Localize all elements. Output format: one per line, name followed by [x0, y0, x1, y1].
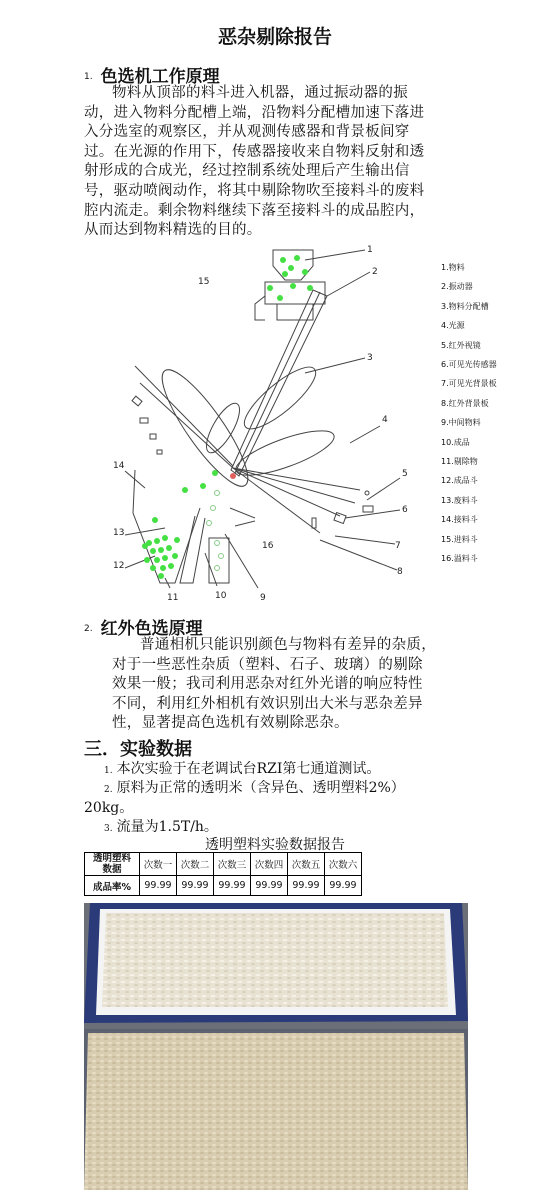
para-line: 不同，利用红外相机有效识别出大米与恶杂差异: [112, 695, 423, 712]
legend-item: 6.可见光传感器: [441, 360, 497, 370]
exp-text: 20kg。: [84, 800, 134, 816]
para-line: 普通相机只能识别颜色与物料有差异的杂质，: [140, 637, 436, 653]
diagram-label-7: 7: [395, 541, 401, 551]
table-cell: 99.99: [214, 876, 251, 896]
legend-item: 15.进料斗: [441, 534, 478, 544]
column-header: 次数二: [177, 853, 214, 876]
legend-item: 16.溢料斗: [441, 554, 478, 564]
legend-item: 8.红外背景板: [441, 398, 489, 408]
diagram-label-15: 15: [198, 277, 210, 287]
exp-text: 本次实验于在老调试台RZI第七通道测试。: [116, 761, 381, 777]
column-header: 次数一: [140, 853, 177, 876]
diagram-label-2: 2: [372, 267, 378, 277]
section3-heading: 三．实验数据: [84, 739, 192, 760]
exp-text: 原料为正常的透明米（含异色、透明塑料2%）: [116, 780, 405, 796]
rice-sample-photo: [84, 903, 468, 1190]
legend-item: 13.废料斗: [441, 495, 478, 505]
section2-number: 2.: [84, 624, 93, 634]
column-header: 次数四: [251, 853, 288, 876]
diagram-label-11: 11: [167, 593, 179, 603]
diagram-label-6: 6: [402, 505, 408, 515]
section1-paragraph: [84, 84, 494, 241]
header-label-line: 透明塑料: [92, 853, 131, 864]
diagram-label-16: 16: [262, 541, 274, 551]
diagram-label-1: 1: [367, 245, 373, 255]
exp-item-2-cont: [84, 797, 133, 817]
para-line: 动，进入物料分配槽上端，沿物料分配槽加速下落进: [84, 104, 425, 121]
table-cell: 99.99: [251, 876, 288, 896]
table-corner-cell: [85, 853, 140, 876]
para-line: 过。在光源的作用下，传感器接收来自物料反射和透: [84, 143, 425, 160]
para-line: 从而达到物料精选的目的。: [84, 222, 262, 239]
diagram-label-12: 12: [113, 561, 125, 571]
legend-item: 9.中间物料: [441, 418, 481, 428]
table-title: 透明塑料实验数据报告: [205, 837, 345, 853]
legend-item: 3.物料分配槽: [441, 301, 489, 311]
legend-item: 11.剔除物: [441, 457, 478, 467]
vibrator-bracket: [255, 296, 265, 320]
report-title: 恶杂剔除报告: [217, 26, 332, 48]
exp-number: 1.: [104, 766, 113, 776]
exp-text: 流量为1.5T/h。: [116, 819, 218, 835]
para-line: 物料从顶部的料斗进入机器，通过振动器的振: [112, 85, 408, 101]
table-header-row: [85, 853, 362, 876]
header-label-line: 数据: [102, 864, 122, 875]
legend-item: 7.可见光背景板: [441, 379, 497, 389]
para-line: 效果一般；我司利用恶杂对红外光谱的响应特性: [112, 676, 423, 693]
para-line: 腔内流走。剩余物料继续下落至接料斗的成品腔内，: [84, 202, 425, 219]
diagram-label-10: 10: [215, 591, 227, 601]
legend-item: 10.成品: [441, 437, 470, 447]
table-cell: 99.99: [288, 876, 325, 896]
legend-item: 14.接料斗: [441, 515, 478, 525]
legend-item: 5.红外视镜: [441, 340, 481, 350]
diagram-label-9: 9: [260, 593, 266, 603]
exp-number: 2.: [104, 785, 113, 795]
product-bin-wall: [180, 516, 205, 583]
section2-paragraph: [112, 636, 512, 734]
column-header: 次数六: [325, 853, 362, 876]
exp-number: 3.: [104, 824, 113, 834]
para-line: 入分选室的观察区，并从观测传感器和背景板间穿: [84, 124, 410, 141]
row-label: 成品率%: [85, 876, 140, 896]
legend-item: 1.物料: [441, 263, 465, 272]
diagram-label-5: 5: [402, 469, 408, 479]
para-line: 性，显著提高色选机有效剔除恶杂。: [112, 715, 349, 732]
device-left-1: [132, 396, 142, 406]
table-row: [85, 876, 362, 896]
para-line: 射形成的合成光，经过控制系统处理后产生输出信: [84, 163, 410, 180]
exp-item-2: [104, 777, 405, 797]
legend-item: 4.光源: [441, 321, 465, 331]
exp-item-3: [104, 816, 218, 836]
section1-number: 1.: [84, 72, 93, 82]
para-line: 号，驱动喷阀动作，将其中剔除物吹至接料斗的废料: [84, 182, 425, 199]
diagram-label-13: 13: [113, 528, 125, 538]
diagram-label-8: 8: [397, 567, 403, 577]
column-header: 次数三: [214, 853, 251, 876]
table-cell: 99.99: [325, 876, 362, 896]
light-beam-mid: [237, 358, 324, 437]
section2-title: 红外色选原理: [100, 619, 203, 639]
reject-particle: [230, 473, 236, 479]
background-plate: [312, 518, 316, 528]
tray-rice-bottom: [84, 1033, 468, 1190]
diagram-legend: [441, 258, 497, 569]
diagram-label-3: 3: [367, 353, 373, 363]
exp-item-1: [104, 758, 380, 778]
diagram-label-4: 4: [382, 415, 388, 425]
column-header: 次数五: [288, 853, 325, 876]
feed-hopper: [273, 250, 313, 280]
table-cell: 99.99: [177, 876, 214, 896]
para-line: 对于一些恶性杂质（塑料、石子、玻璃）的剔除: [112, 656, 423, 673]
section1-title: 色选机工作原理: [100, 67, 220, 87]
ir-camera: [363, 506, 373, 512]
legend-item: 2.振动器: [441, 282, 473, 292]
visible-sensor: [334, 513, 346, 524]
data-table: [84, 852, 362, 896]
table-cell: 99.99: [140, 876, 177, 896]
diagram-label-14: 14: [113, 461, 125, 471]
legend-item: 12.成品斗: [441, 476, 478, 486]
tray-rice-top: [102, 913, 448, 1007]
